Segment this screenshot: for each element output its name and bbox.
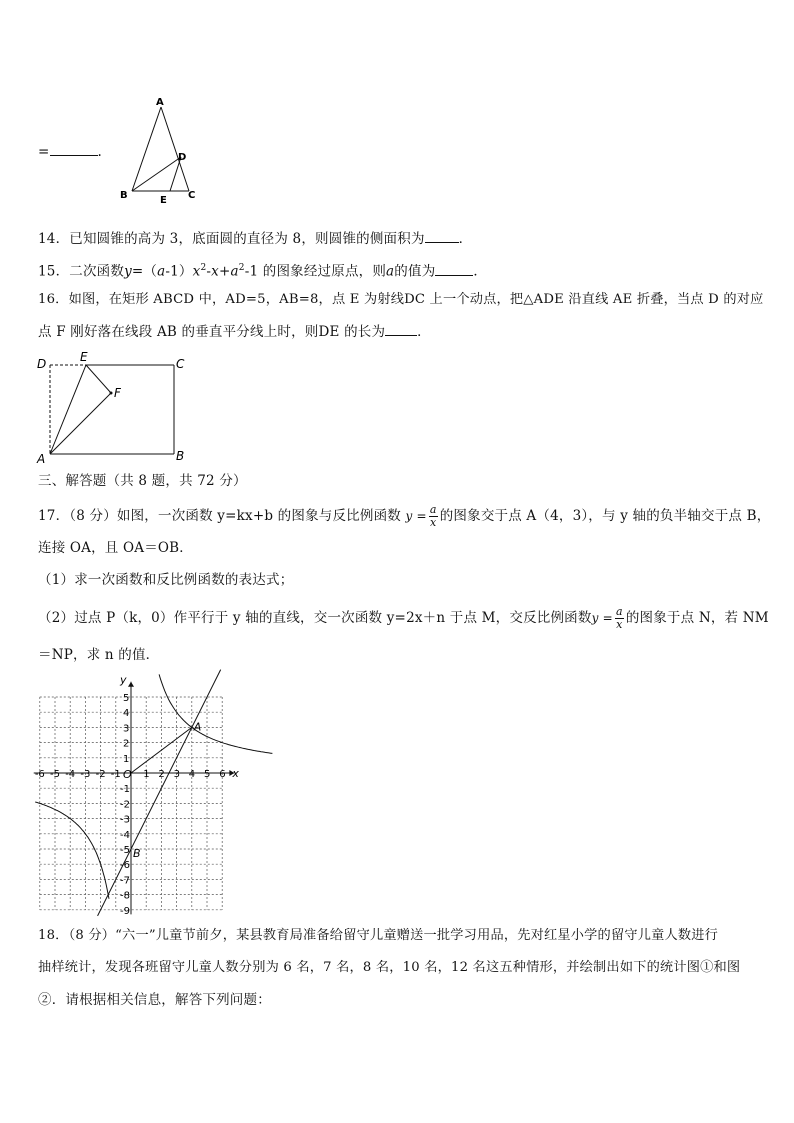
q17-line1-post: 的图象交于点 A（4，3），与 y 轴的负半轴交于点 B， (439, 508, 771, 524)
y-tick-label: -3 (120, 814, 130, 826)
q14-text (38, 228, 472, 249)
q15-a2: a (230, 263, 239, 280)
x-tick-label: -1 (110, 769, 121, 780)
y-tick-label: -6 (120, 860, 130, 872)
y-axis-label: y (120, 673, 127, 687)
q17-frac-y: y = (405, 509, 427, 523)
q17-fraction (429, 504, 438, 529)
q17-part2-pre: （2）过点 P（k，0）作平行于 y 轴的直线，交一次函数 y=2x＋n 于点 M，交反比例函数 (38, 610, 592, 626)
hyperbola-branch-negative (35, 802, 109, 899)
point-f (110, 392, 113, 395)
q13-prefix: = (38, 144, 50, 160)
q15-text (38, 258, 487, 282)
label-b: B (176, 449, 185, 463)
x-tick-label: 6 (219, 769, 226, 780)
q16-end: ． (417, 324, 431, 340)
q17-part1: （1）求一次函数和反比例函数的表达式； (38, 572, 294, 588)
y-tick-label: -9 (120, 905, 130, 917)
q17-part2-frac-num: a (615, 605, 623, 618)
y-tick-label: 5 (123, 693, 130, 704)
q15-plus: + (219, 263, 231, 280)
point-b-label: B (133, 847, 141, 860)
x-axis-label: x (232, 767, 239, 780)
edge-bd (132, 157, 181, 191)
x-tick-label: 3 (173, 769, 180, 780)
q15-eq: =（ (131, 263, 158, 280)
x-tick-label: -3 (80, 769, 91, 780)
q17-part2-line2: ＝NP，求 n 的值． (38, 647, 160, 663)
q15-tail: 的值为 (394, 263, 436, 280)
graph-labels (119, 673, 239, 860)
point-a-label: A (193, 720, 202, 734)
q16-answer-blank[interactable] (385, 321, 417, 336)
q17-frac-num: a (429, 503, 437, 516)
edge-ef (86, 365, 111, 393)
y-tick-label: -1 (120, 784, 130, 796)
q17-part2-post: 的图象于点 N，若 NM (625, 610, 769, 626)
x-tick-label: 1 (143, 769, 150, 780)
q17-part2-fraction (615, 606, 624, 631)
y-tick-label: -5 (120, 845, 130, 856)
q15-x: x (211, 263, 219, 280)
q13-suffix: . (97, 144, 103, 160)
q15-mid: -1） (165, 263, 193, 280)
q16-line2 (38, 321, 431, 342)
q17-line1-pre: 17．（8 分）如图，一次函数 y=kx+b 的图象与反比例函数 (38, 508, 401, 524)
q14-body: 14．已知圆锥的高为 3，底面圆的直径为 8，则圆锥的侧面积为 (38, 231, 425, 247)
y-tick-label: -2 (120, 799, 130, 811)
origin-label: O (123, 768, 132, 781)
q18-line1: 18．（8 分）“六一”儿童节前夕，某县教育局准备给留守儿童赠送一批学习用品，先对红星小学的留守儿童人数进行 (38, 928, 719, 943)
q17-frac-den: x (430, 516, 437, 529)
q15-rest: -1 的图象经过原点，则 (244, 263, 387, 280)
graph-curves (35, 670, 272, 916)
label-d: D (178, 152, 187, 163)
y-tick-label: 4 (123, 708, 130, 720)
q15-a3: a (386, 263, 395, 280)
q18-line2: 抽样统计，发现各班留守儿童人数分别为 6 名，7 名，8 名，10 名，12 名这五种情形，并绘制出如下的统计图①和图 (38, 960, 741, 975)
edge-ae (50, 365, 86, 454)
hyperbola-branch-positive (159, 674, 272, 753)
q14-answer-blank[interactable] (425, 228, 459, 243)
label-a: A (156, 97, 164, 108)
q13-answer-blank[interactable] (50, 141, 98, 156)
q13-triangle-figure (115, 92, 215, 207)
y-tick-label: -8 (120, 890, 130, 902)
label-a: A (37, 452, 46, 466)
q15-minus: - (206, 263, 212, 280)
q18-line3: ②．请根据相关信息，解答下列问题： (38, 992, 271, 1008)
q17-part2 (38, 606, 769, 631)
label-b: B (120, 190, 128, 201)
y-tick-label: -4 (120, 829, 130, 841)
x-tick-label: 4 (188, 769, 196, 780)
q15-sup2: 2 (200, 263, 207, 273)
q17-part2-frac-den: x (616, 618, 623, 631)
q16-line1: 16．如图，在矩形 ABCD 中，AD=5，AB=8，点 E 为射线DC 上一个动点，把△ADE 沿直线 AE 折叠，当点 D 的对应 (38, 292, 764, 307)
x-tick-label: -5 (50, 769, 60, 780)
label-e: E (160, 195, 167, 206)
q17-graph (34, 673, 248, 917)
q15-x2: x (192, 263, 201, 280)
y-axis-arrow (128, 682, 134, 687)
x-tick-label: -6 (34, 769, 45, 780)
section3-title: 三、解答题（共 8 题，共 72 分） (38, 473, 247, 489)
q16-rectangle-figure (34, 350, 194, 465)
label-c: C (188, 190, 196, 201)
label-c: C (176, 357, 185, 371)
q15-a1: a (157, 263, 166, 280)
q15-sup2b: 2 (238, 263, 245, 273)
x-tick-label: 2 (158, 769, 165, 780)
y-tick-label: 2 (123, 738, 130, 750)
q15-pre: 15．二次函数 (38, 263, 125, 280)
q17-part2-frac-y: y = (591, 611, 613, 625)
q17-line1 (38, 504, 770, 529)
x-tick-label: 5 (204, 769, 211, 780)
q14-end: ． (458, 231, 473, 247)
y-tick-label: 1 (123, 753, 130, 765)
edge-af (50, 393, 111, 454)
y-tick-label: -7 (120, 875, 130, 887)
y-tick-label: 3 (123, 723, 130, 735)
edge-ab (132, 107, 161, 191)
q15-answer-blank[interactable] (435, 261, 473, 276)
x-tick-label: -4 (65, 769, 76, 780)
x-tick-label: -2 (95, 769, 106, 780)
q17-line2: 连接 OA，且 OA＝OB． (38, 540, 194, 556)
edge-ac (161, 107, 189, 191)
q15-y: y (124, 263, 132, 280)
q16-line2-text: 点 F 刚好落在线段 AB 的垂直平分线上时，则DE 的长为 (38, 324, 386, 340)
label-f: F (114, 386, 121, 400)
label-d: D (37, 357, 47, 371)
q15-end: ． (473, 263, 488, 280)
label-e: E (80, 350, 88, 364)
q13-answer-line (38, 141, 102, 162)
